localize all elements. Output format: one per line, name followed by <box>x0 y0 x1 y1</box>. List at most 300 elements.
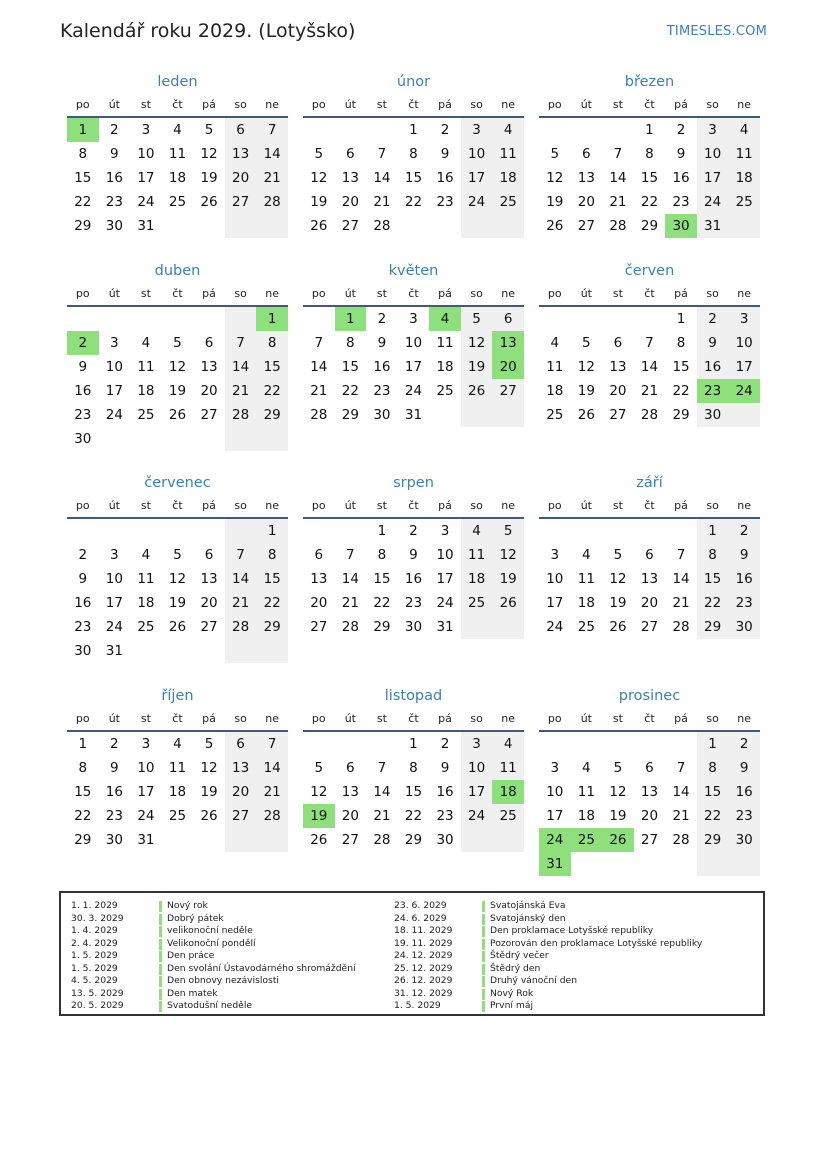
day-cell[interactable]: 11 <box>492 142 524 166</box>
day-cell[interactable]: 17 <box>728 355 760 379</box>
day-cell[interactable]: 3 <box>550 547 560 563</box>
day-cell[interactable]: 12 <box>546 170 564 186</box>
day-cell[interactable]: 2 <box>440 736 450 752</box>
day-cell[interactable]: 30 <box>728 828 760 852</box>
day-cell[interactable]: 31 <box>137 218 155 234</box>
day-cell[interactable]: 23 <box>436 194 454 210</box>
day-cell[interactable]: 19 <box>168 595 187 611</box>
day-cell[interactable]: 28 <box>310 407 328 423</box>
day-cell[interactable]: 25 <box>137 407 155 423</box>
day-cell[interactable]: 25 <box>168 808 187 824</box>
day-cell[interactable]: 29 <box>404 832 423 848</box>
day-cell[interactable]: 5 <box>204 122 214 138</box>
day-cell[interactable]: 18 <box>137 595 155 611</box>
day-cell[interactable]: 24 <box>539 828 571 852</box>
day-cell[interactable]: 23 <box>672 194 690 210</box>
day-cell[interactable]: 8 <box>676 335 686 351</box>
day-cell[interactable]: 14 <box>256 142 288 166</box>
day-cell[interactable]: 25 <box>168 194 187 210</box>
day-cell[interactable]: 15 <box>640 170 659 186</box>
day-cell[interactable]: 7 <box>346 547 355 563</box>
day-cell[interactable]: 24 <box>697 190 729 214</box>
day-cell[interactable]: 26 <box>168 407 187 423</box>
day-cell[interactable]: 16 <box>436 170 454 186</box>
day-cell[interactable]: 16 <box>373 359 391 375</box>
day-cell[interactable]: 24 <box>105 407 123 423</box>
day-cell[interactable]: 7 <box>225 331 257 355</box>
day-cell[interactable]: 15 <box>256 567 288 591</box>
day-cell[interactable]: 23 <box>74 619 92 635</box>
day-cell[interactable]: 12 <box>492 543 524 567</box>
day-cell[interactable]: 29 <box>640 218 659 234</box>
day-cell[interactable]: 4 <box>173 122 182 138</box>
day-cell[interactable]: 14 <box>672 784 690 800</box>
day-cell[interactable]: 4 <box>728 118 760 142</box>
day-cell[interactable]: 27 <box>492 379 524 403</box>
day-cell[interactable]: 24 <box>461 190 493 214</box>
day-cell[interactable]: 8 <box>697 543 729 567</box>
day-cell[interactable]: 20 <box>310 595 328 611</box>
day-cell[interactable]: 19 <box>461 355 493 379</box>
day-cell[interactable]: 20 <box>492 355 524 379</box>
day-cell[interactable]: 5 <box>613 547 623 563</box>
day-cell[interactable]: 5 <box>204 736 214 752</box>
day-cell[interactable]: 25 <box>571 828 603 852</box>
day-cell[interactable]: 24 <box>105 619 123 635</box>
day-cell[interactable]: 15 <box>697 567 729 591</box>
day-cell[interactable]: 1 <box>697 732 729 756</box>
day-cell[interactable]: 6 <box>346 146 355 162</box>
day-cell[interactable]: 15 <box>74 170 92 186</box>
day-cell[interactable]: 4 <box>492 732 524 756</box>
day-cell[interactable]: 14 <box>225 567 257 591</box>
day-cell[interactable]: 2 <box>440 122 450 138</box>
day-cell[interactable]: 18 <box>577 595 595 611</box>
day-cell[interactable]: 21 <box>225 591 257 615</box>
day-cell[interactable]: 2 <box>409 523 418 539</box>
day-cell[interactable]: 6 <box>613 335 623 351</box>
day-cell[interactable]: 24 <box>404 383 423 399</box>
day-cell[interactable]: 16 <box>697 355 729 379</box>
day-cell[interactable]: 25 <box>577 619 595 635</box>
day-cell[interactable]: 14 <box>341 571 359 587</box>
day-cell[interactable]: 15 <box>256 355 288 379</box>
day-cell[interactable]: 3 <box>440 523 450 539</box>
day-cell[interactable]: 21 <box>672 595 690 611</box>
day-cell[interactable]: 3 <box>461 732 493 756</box>
day-cell[interactable]: 25 <box>492 190 524 214</box>
day-cell[interactable]: 12 <box>310 170 328 186</box>
day-cell[interactable]: 20 <box>341 194 359 210</box>
day-cell[interactable]: 1 <box>676 311 686 327</box>
day-cell[interactable]: 22 <box>672 383 690 399</box>
day-cell[interactable]: 3 <box>141 736 151 752</box>
day-cell[interactable]: 24 <box>546 619 564 635</box>
day-cell[interactable]: 3 <box>141 122 151 138</box>
day-cell[interactable]: 8 <box>697 756 729 780</box>
day-cell[interactable]: 27 <box>341 218 359 234</box>
day-cell[interactable]: 17 <box>137 784 155 800</box>
day-cell[interactable]: 2 <box>697 307 729 331</box>
day-cell[interactable]: 9 <box>78 359 88 375</box>
day-cell[interactable]: 8 <box>346 335 355 351</box>
day-cell[interactable]: 19 <box>310 194 328 210</box>
day-cell[interactable]: 2 <box>110 736 119 752</box>
day-cell[interactable]: 12 <box>461 331 493 355</box>
day-cell[interactable]: 7 <box>256 732 288 756</box>
day-cell[interactable]: 18 <box>728 166 760 190</box>
day-cell[interactable]: 8 <box>256 331 288 355</box>
day-cell[interactable]: 19 <box>200 784 218 800</box>
day-cell[interactable]: 25 <box>137 619 155 635</box>
day-cell[interactable]: 1 <box>256 519 288 543</box>
day-cell[interactable]: 8 <box>78 760 88 776</box>
day-cell[interactable]: 19 <box>609 808 627 824</box>
day-cell[interactable]: 18 <box>492 166 524 190</box>
day-cell[interactable]: 5 <box>173 335 182 351</box>
day-cell[interactable]: 28 <box>373 218 391 234</box>
day-cell[interactable]: 17 <box>404 359 423 375</box>
day-cell[interactable]: 9 <box>728 543 760 567</box>
day-cell[interactable]: 24 <box>461 804 493 828</box>
day-cell[interactable]: 19 <box>546 194 564 210</box>
day-cell[interactable]: 9 <box>409 547 418 563</box>
day-cell[interactable]: 30 <box>373 407 391 423</box>
day-cell[interactable]: 17 <box>436 571 454 587</box>
day-cell[interactable]: 26 <box>609 619 627 635</box>
day-cell[interactable]: 9 <box>110 760 119 776</box>
day-cell[interactable]: 9 <box>377 335 387 351</box>
day-cell[interactable]: 5 <box>461 307 493 331</box>
day-cell[interactable]: 10 <box>546 571 564 587</box>
day-cell[interactable]: 2 <box>676 122 686 138</box>
day-cell[interactable]: 16 <box>105 170 123 186</box>
day-cell[interactable]: 1 <box>409 122 418 138</box>
day-cell[interactable]: 28 <box>225 615 257 639</box>
day-cell[interactable]: 20 <box>640 595 659 611</box>
day-cell[interactable]: 17 <box>105 595 123 611</box>
day-cell[interactable]: 7 <box>225 543 257 567</box>
day-cell[interactable]: 27 <box>225 190 257 214</box>
day-cell[interactable]: 12 <box>168 359 187 375</box>
day-cell[interactable]: 16 <box>728 780 760 804</box>
day-cell[interactable]: 26 <box>200 194 218 210</box>
day-cell[interactable]: 21 <box>256 780 288 804</box>
day-cell[interactable]: 23 <box>404 595 423 611</box>
day-cell[interactable]: 10 <box>137 146 155 162</box>
day-cell[interactable]: 14 <box>310 359 328 375</box>
day-cell[interactable]: 20 <box>577 194 595 210</box>
day-cell[interactable]: 11 <box>137 571 155 587</box>
day-cell[interactable]: 10 <box>461 142 493 166</box>
day-cell[interactable]: 30 <box>697 403 729 427</box>
day-cell[interactable]: 11 <box>728 142 760 166</box>
day-cell[interactable]: 21 <box>341 595 359 611</box>
day-cell[interactable]: 26 <box>546 218 564 234</box>
day-cell[interactable]: 13 <box>640 784 659 800</box>
day-cell[interactable]: 9 <box>110 146 119 162</box>
day-cell[interactable]: 9 <box>676 146 686 162</box>
day-cell[interactable]: 10 <box>546 784 564 800</box>
day-cell[interactable]: 15 <box>74 784 92 800</box>
day-cell[interactable]: 31 <box>105 643 123 659</box>
day-cell[interactable]: 11 <box>546 359 564 375</box>
day-cell[interactable]: 12 <box>577 359 595 375</box>
day-cell[interactable]: 31 <box>697 214 729 238</box>
day-cell[interactable]: 8 <box>409 760 418 776</box>
day-cell[interactable]: 1 <box>78 736 88 752</box>
day-cell[interactable]: 3 <box>461 118 493 142</box>
day-cell[interactable]: 28 <box>672 619 690 635</box>
day-cell[interactable]: 26 <box>200 808 218 824</box>
day-cell[interactable]: 11 <box>436 335 454 351</box>
day-cell[interactable]: 30 <box>665 214 697 238</box>
day-cell[interactable]: 7 <box>645 335 654 351</box>
day-cell[interactable]: 10 <box>697 142 729 166</box>
day-cell[interactable]: 29 <box>697 615 729 639</box>
day-cell[interactable]: 13 <box>225 142 257 166</box>
day-cell[interactable]: 6 <box>492 307 524 331</box>
day-cell[interactable]: 16 <box>74 383 92 399</box>
day-cell[interactable]: 21 <box>373 808 391 824</box>
day-cell[interactable]: 14 <box>609 170 627 186</box>
day-cell[interactable]: 16 <box>436 784 454 800</box>
day-cell[interactable]: 6 <box>225 118 257 142</box>
day-cell[interactable]: 22 <box>373 595 391 611</box>
day-cell[interactable]: 9 <box>728 756 760 780</box>
day-cell[interactable]: 24 <box>137 808 155 824</box>
day-cell[interactable]: 13 <box>609 359 627 375</box>
day-cell[interactable]: 17 <box>105 383 123 399</box>
day-cell[interactable]: 30 <box>728 615 760 639</box>
day-cell[interactable]: 31 <box>436 619 454 635</box>
day-cell[interactable]: 26 <box>577 407 595 423</box>
day-cell[interactable]: 4 <box>429 307 461 331</box>
day-cell[interactable]: 6 <box>225 732 257 756</box>
day-cell[interactable]: 31 <box>137 832 155 848</box>
day-cell[interactable]: 14 <box>256 756 288 780</box>
day-cell[interactable]: 12 <box>200 760 218 776</box>
day-cell[interactable]: 20 <box>200 595 218 611</box>
day-cell[interactable]: 7 <box>377 760 387 776</box>
day-cell[interactable]: 13 <box>640 571 659 587</box>
day-cell[interactable]: 28 <box>640 407 659 423</box>
day-cell[interactable]: 11 <box>577 571 595 587</box>
day-cell[interactable]: 11 <box>137 359 155 375</box>
day-cell[interactable]: 15 <box>341 359 359 375</box>
day-cell[interactable]: 3 <box>110 335 119 351</box>
day-cell[interactable]: 17 <box>137 170 155 186</box>
day-cell[interactable]: 9 <box>697 331 729 355</box>
day-cell[interactable]: 24 <box>436 595 454 611</box>
day-cell[interactable]: 25 <box>461 591 493 615</box>
day-cell[interactable]: 7 <box>676 760 686 776</box>
day-cell[interactable]: 28 <box>672 832 690 848</box>
day-cell[interactable]: 15 <box>672 359 690 375</box>
day-cell[interactable]: 21 <box>310 383 328 399</box>
day-cell[interactable]: 1 <box>377 523 387 539</box>
day-cell[interactable]: 3 <box>697 118 729 142</box>
day-cell[interactable]: 10 <box>105 571 123 587</box>
day-cell[interactable]: 17 <box>546 595 564 611</box>
day-cell[interactable]: 18 <box>461 567 493 591</box>
day-cell[interactable]: 10 <box>461 756 493 780</box>
day-cell[interactable]: 14 <box>225 355 257 379</box>
day-cell[interactable]: 4 <box>461 519 493 543</box>
day-cell[interactable]: 29 <box>697 828 729 852</box>
day-cell[interactable]: 17 <box>697 166 729 190</box>
day-cell[interactable]: 4 <box>582 760 591 776</box>
day-cell[interactable]: 11 <box>168 760 187 776</box>
day-cell[interactable]: 4 <box>141 547 151 563</box>
day-cell[interactable]: 1 <box>67 118 99 142</box>
day-cell[interactable]: 20 <box>341 808 359 824</box>
day-cell[interactable]: 5 <box>314 760 324 776</box>
day-cell[interactable]: 23 <box>728 591 760 615</box>
day-cell[interactable]: 8 <box>409 146 418 162</box>
day-cell[interactable]: 23 <box>436 808 454 824</box>
day-cell[interactable]: 29 <box>74 218 92 234</box>
day-cell[interactable]: 13 <box>225 756 257 780</box>
day-cell[interactable]: 14 <box>672 571 690 587</box>
day-cell[interactable]: 7 <box>377 146 387 162</box>
day-cell[interactable]: 11 <box>461 543 493 567</box>
day-cell[interactable]: 27 <box>609 407 627 423</box>
day-cell[interactable]: 2 <box>78 547 88 563</box>
day-cell[interactable]: 3 <box>110 547 119 563</box>
day-cell[interactable]: 22 <box>256 591 288 615</box>
day-cell[interactable]: 16 <box>105 784 123 800</box>
day-cell[interactable]: 12 <box>168 571 187 587</box>
day-cell[interactable]: 18 <box>168 170 187 186</box>
day-cell[interactable]: 18 <box>546 383 564 399</box>
day-cell[interactable]: 15 <box>404 784 423 800</box>
day-cell[interactable]: 5 <box>582 335 591 351</box>
day-cell[interactable]: 10 <box>105 359 123 375</box>
day-cell[interactable]: 24 <box>137 194 155 210</box>
day-cell[interactable]: 15 <box>373 571 391 587</box>
day-cell[interactable]: 20 <box>609 383 627 399</box>
day-cell[interactable]: 8 <box>78 146 88 162</box>
day-cell[interactable]: 22 <box>74 194 92 210</box>
day-cell[interactable]: 27 <box>200 407 218 423</box>
day-cell[interactable]: 2 <box>377 311 387 327</box>
day-cell[interactable]: 9 <box>440 760 450 776</box>
day-cell[interactable]: 5 <box>173 547 182 563</box>
day-cell[interactable]: 19 <box>609 595 627 611</box>
day-cell[interactable]: 26 <box>602 828 634 852</box>
day-cell[interactable]: 26 <box>310 832 328 848</box>
day-cell[interactable]: 12 <box>310 784 328 800</box>
day-cell[interactable]: 6 <box>582 146 591 162</box>
day-cell[interactable]: 28 <box>256 804 288 828</box>
day-cell[interactable]: 26 <box>461 379 493 403</box>
day-cell[interactable]: 7 <box>314 335 324 351</box>
day-cell[interactable]: 21 <box>672 808 690 824</box>
day-cell[interactable]: 10 <box>436 547 454 563</box>
day-cell[interactable]: 11 <box>577 784 595 800</box>
day-cell[interactable]: 20 <box>200 383 218 399</box>
day-cell[interactable]: 29 <box>672 407 690 423</box>
day-cell[interactable]: 18 <box>492 780 524 804</box>
day-cell[interactable]: 26 <box>492 591 524 615</box>
day-cell[interactable]: 17 <box>546 808 564 824</box>
day-cell[interactable]: 11 <box>492 756 524 780</box>
day-cell[interactable]: 4 <box>141 335 151 351</box>
day-cell[interactable]: 6 <box>346 760 355 776</box>
day-cell[interactable]: 8 <box>377 547 387 563</box>
day-cell[interactable]: 8 <box>645 146 654 162</box>
day-cell[interactable]: 14 <box>640 359 659 375</box>
day-cell[interactable]: 29 <box>74 832 92 848</box>
day-cell[interactable]: 4 <box>550 335 560 351</box>
day-cell[interactable]: 28 <box>373 832 391 848</box>
day-cell[interactable]: 6 <box>314 547 324 563</box>
day-cell[interactable]: 8 <box>256 543 288 567</box>
day-cell[interactable]: 18 <box>577 808 595 824</box>
day-cell[interactable]: 13 <box>200 359 218 375</box>
day-cell[interactable]: 19 <box>168 383 187 399</box>
site-link[interactable]: TIMESLES.COM <box>666 24 767 39</box>
day-cell[interactable]: 12 <box>609 784 627 800</box>
day-cell[interactable]: 1 <box>409 736 418 752</box>
day-cell[interactable]: 29 <box>256 403 288 427</box>
day-cell[interactable]: 2 <box>728 519 760 543</box>
day-cell[interactable]: 20 <box>640 808 659 824</box>
day-cell[interactable]: 18 <box>137 383 155 399</box>
day-cell[interactable]: 25 <box>546 407 564 423</box>
day-cell[interactable]: 22 <box>74 808 92 824</box>
day-cell[interactable]: 13 <box>341 784 359 800</box>
day-cell[interactable]: 28 <box>225 403 257 427</box>
day-cell[interactable]: 16 <box>672 170 690 186</box>
day-cell[interactable]: 27 <box>640 619 659 635</box>
day-cell[interactable]: 30 <box>436 832 454 848</box>
day-cell[interactable]: 23 <box>105 808 123 824</box>
day-cell[interactable]: 30 <box>105 832 123 848</box>
day-cell[interactable]: 14 <box>373 784 391 800</box>
day-cell[interactable]: 7 <box>676 547 686 563</box>
day-cell[interactable]: 9 <box>440 146 450 162</box>
day-cell[interactable]: 18 <box>436 359 454 375</box>
day-cell[interactable]: 5 <box>550 146 560 162</box>
day-cell[interactable]: 1 <box>645 122 654 138</box>
day-cell[interactable]: 15 <box>697 780 729 804</box>
day-cell[interactable]: 30 <box>404 619 423 635</box>
day-cell[interactable]: 10 <box>728 331 760 355</box>
day-cell[interactable]: 3 <box>409 311 418 327</box>
day-cell[interactable]: 20 <box>225 166 257 190</box>
day-cell[interactable]: 2 <box>67 331 99 355</box>
day-cell[interactable]: 27 <box>225 804 257 828</box>
day-cell[interactable]: 26 <box>168 619 187 635</box>
day-cell[interactable]: 16 <box>728 567 760 591</box>
day-cell[interactable]: 29 <box>373 619 391 635</box>
day-cell[interactable]: 23 <box>373 383 391 399</box>
day-cell[interactable]: 3 <box>550 760 560 776</box>
day-cell[interactable]: 4 <box>173 736 182 752</box>
day-cell[interactable]: 22 <box>256 379 288 403</box>
day-cell[interactable]: 30 <box>74 643 92 659</box>
day-cell[interactable]: 19 <box>303 804 335 828</box>
day-cell[interactable]: 13 <box>310 571 328 587</box>
day-cell[interactable]: 19 <box>577 383 595 399</box>
day-cell[interactable]: 3 <box>728 307 760 331</box>
day-cell[interactable]: 1 <box>697 519 729 543</box>
day-cell[interactable]: 5 <box>492 519 524 543</box>
day-cell[interactable]: 13 <box>200 571 218 587</box>
day-cell[interactable]: 30 <box>74 431 92 447</box>
